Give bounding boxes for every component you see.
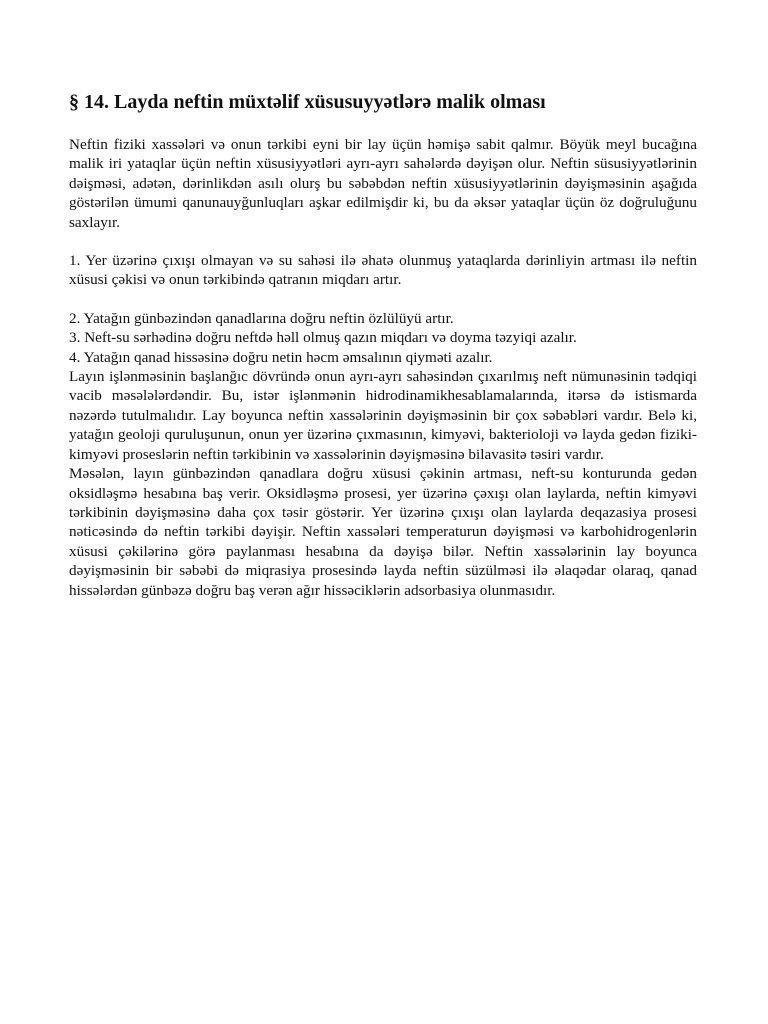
list-item-3: 3. Neft-su sərhədinə doğru neftdə həll olmuş qazın miqdarı və doyma təzyiqi azalır. — [69, 329, 577, 347]
paragraph-example: Məsələn, layın günbəzindən qanadlara doğru xüsusi çəkinin artması, neft-su konturunda gedən oksidləşmə hesabına baş verir. Oksidləşmə prosesi, yer üzərinə çəxışı olan laylarda, neftin kimyəvi tərkibinin dəyişməsinə daha çox təsir göstərir. Yer üzərinə çıxışı olan laylarda deqazasiya prosesi nəticəsində də neftin tərkibi dəyişir. Neftin xassələri temperaturun dəyişməsi və karbohidrogenlərin xüsusi çəkilərinə görə paylanması hesabına da dəyişə bilər. Neftin xassələrinin lay boyunca dəyişməsinin bir səbəbi də miqrasiya prosesində layda neftin süzülməsi ilə əlaqədar olaraq, qanad hissələrdən günbəzə doğru baş verən ağır hissəciklərin adsorbasiya olunmasıdır. — [69, 465, 697, 599]
list-item-1: 1. Yer üzərinə çıxışı olmayan və su sahəsi ilə əhatə olunmuş yataqlarda dərinliyin artması ilə neftin xüsusi çəkisi və onun tərkibində qatranın miqdarı artır. — [69, 252, 697, 289]
paragraph-intro: Neftin fiziki xassələri və onun tərkibi eyni bir lay üçün həmişə sabit qalmır. Böyük meyl bucağına malik iri yataqlar üçün neftin xüsusiyyətləri ayrı-ayrı sahələrdə dəyişən olur. Neftin süsusiyyətlərinin dəişməsi, adətən, dərinlikdən asılı olurş bu səbəbdən neftin xüsusiyyətlərinin dəyişməsinin aşağıda göstərilən ümumi qanunauyğunluqları aşkar edilmişdir ki, bu da əksər yataqlar üçün öz doğruluğunu saxlayır. — [69, 136, 697, 231]
list-item-2: 2. Yatağın günbəzindən qanadlarına doğru neftin özlülüyü artır. — [69, 309, 454, 327]
document-body — [69, 90, 697, 600]
section-title: § 14. Layda neftin müxtəlif xüsusuyyətlərə malik olması — [69, 91, 546, 113]
list-item-4: 4. Yatağın qanad hissəsinə doğru netin həcm əmsalının qiyməti azalır. — [69, 348, 493, 366]
paragraph-causes: Layın işlənməsinin başlanğıc dövründə onun ayrı-ayrı sahəsindən çıxarılmış neft nümunəsinin tədqiqi vacib məsələlərdəndir. Bu, istər işlənmənin hidrodinamikhesablamalarında, itərsə də istismarda nəzərdə tutulmalıdır. Lay boyunca neftin xassələrinin dəyişməsinin bir çox səbəbləri vardır. Belə ki, yatağın geoloji quruluşunun, onun yer üzərinə çıxmasının, kimyəvi, bakterioloji və layda gedən fiziki-kimyəvi proseslərin neftin tərkibinin və xassələrinin dəyişməsinə bilavasitə təsiri vardır. — [69, 368, 697, 463]
